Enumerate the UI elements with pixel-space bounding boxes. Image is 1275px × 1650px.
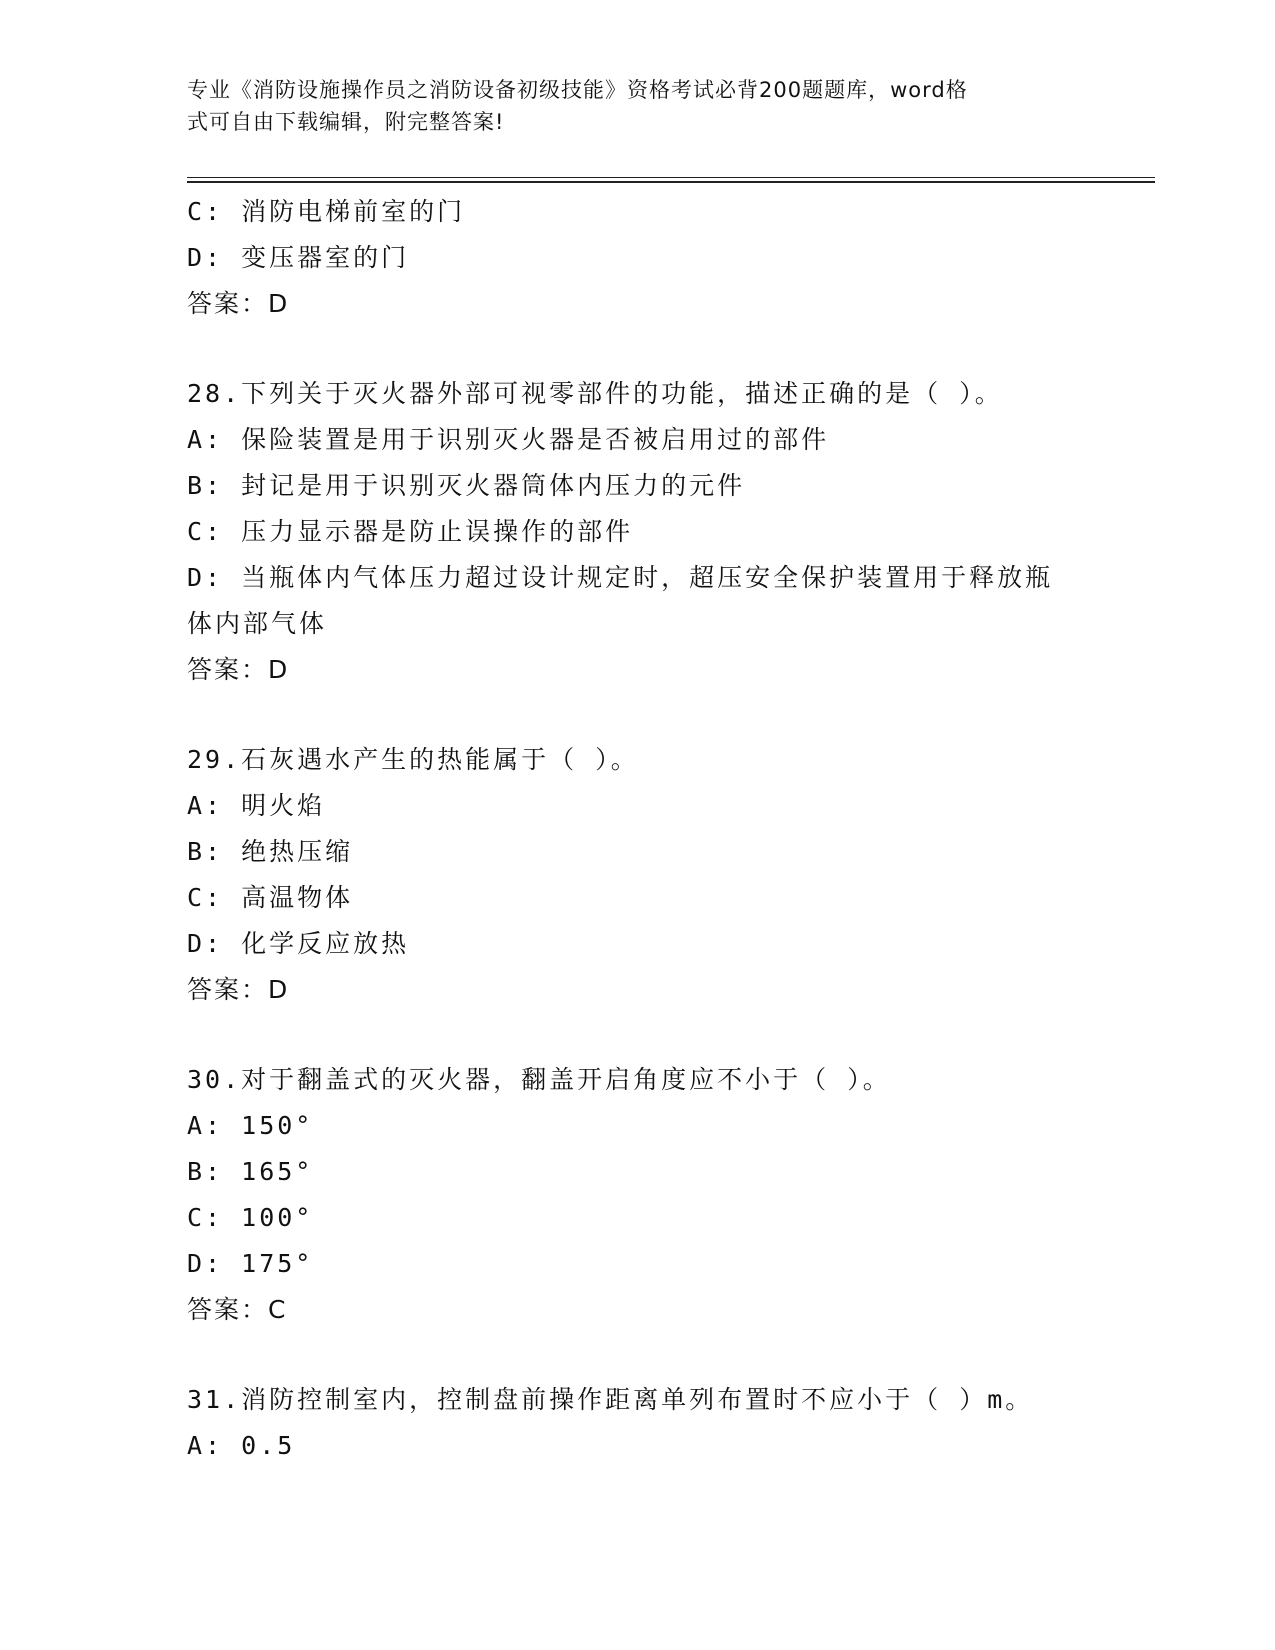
question-29 bbox=[187, 737, 1077, 1013]
option-c: C: 100° bbox=[187, 1203, 314, 1232]
option-a: A: 保险装置是用于识别灭火器是否被启用过的部件 bbox=[187, 425, 830, 454]
question-stem: 30.对于翻盖式的灭火器，翻盖开启角度应不小于（ ）。 bbox=[187, 1065, 891, 1094]
option-c: C: 消防电梯前室的门 bbox=[187, 197, 466, 226]
spacer bbox=[187, 1013, 1077, 1057]
option-a: A: 明火焰 bbox=[187, 791, 326, 820]
option-b: B: 绝热压缩 bbox=[187, 837, 354, 866]
option-c: C: 压力显示器是防止误操作的部件 bbox=[187, 517, 634, 546]
answer-line: 答案：C bbox=[187, 1295, 288, 1324]
header-divider-thin bbox=[187, 177, 1155, 178]
header-line-2: 式可自由下载编辑，附完整答案! bbox=[187, 110, 505, 134]
answer-line: 答案：D bbox=[187, 655, 290, 684]
header-divider-thick bbox=[187, 181, 1155, 183]
question-30 bbox=[187, 1057, 1077, 1333]
option-b: B: 封记是用于识别灭火器筒体内压力的元件 bbox=[187, 471, 746, 500]
option-d: D: 变压器室的门 bbox=[187, 243, 410, 272]
option-b: B: 165° bbox=[187, 1157, 314, 1186]
question-28 bbox=[187, 371, 1077, 693]
question-stem: 31.消防控制室内，控制盘前操作距离单列布置时不应小于（ ）m。 bbox=[187, 1385, 1034, 1414]
question-partial bbox=[187, 189, 1077, 327]
answer-line: 答案：D bbox=[187, 289, 290, 318]
option-d-continued: 体内部气体 bbox=[187, 609, 328, 638]
option-a: A: 0.5 bbox=[187, 1431, 296, 1460]
spacer bbox=[187, 693, 1077, 737]
option-d: D: 175° bbox=[187, 1249, 314, 1278]
header-line-1: 专业《消防设施操作员之消防设备初级技能》资格考试必背200题题库，word格 bbox=[187, 78, 968, 102]
option-d: D: 当瓶体内气体压力超过设计规定时，超压安全保护装置用于释放瓶 bbox=[187, 563, 1054, 592]
question-stem: 28.下列关于灭火器外部可视零部件的功能，描述正确的是（ ）。 bbox=[187, 379, 1003, 408]
question-stem: 29.石灰遇水产生的热能属于（ ）。 bbox=[187, 745, 639, 774]
spacer bbox=[187, 327, 1077, 371]
document-body bbox=[187, 189, 1077, 1469]
spacer bbox=[187, 1333, 1077, 1377]
option-d: D: 化学反应放热 bbox=[187, 929, 410, 958]
option-a: A: 150° bbox=[187, 1111, 314, 1140]
option-c: C: 高温物体 bbox=[187, 883, 354, 912]
document-header bbox=[187, 74, 1067, 138]
question-31 bbox=[187, 1377, 1077, 1469]
answer-line: 答案：D bbox=[187, 975, 290, 1004]
